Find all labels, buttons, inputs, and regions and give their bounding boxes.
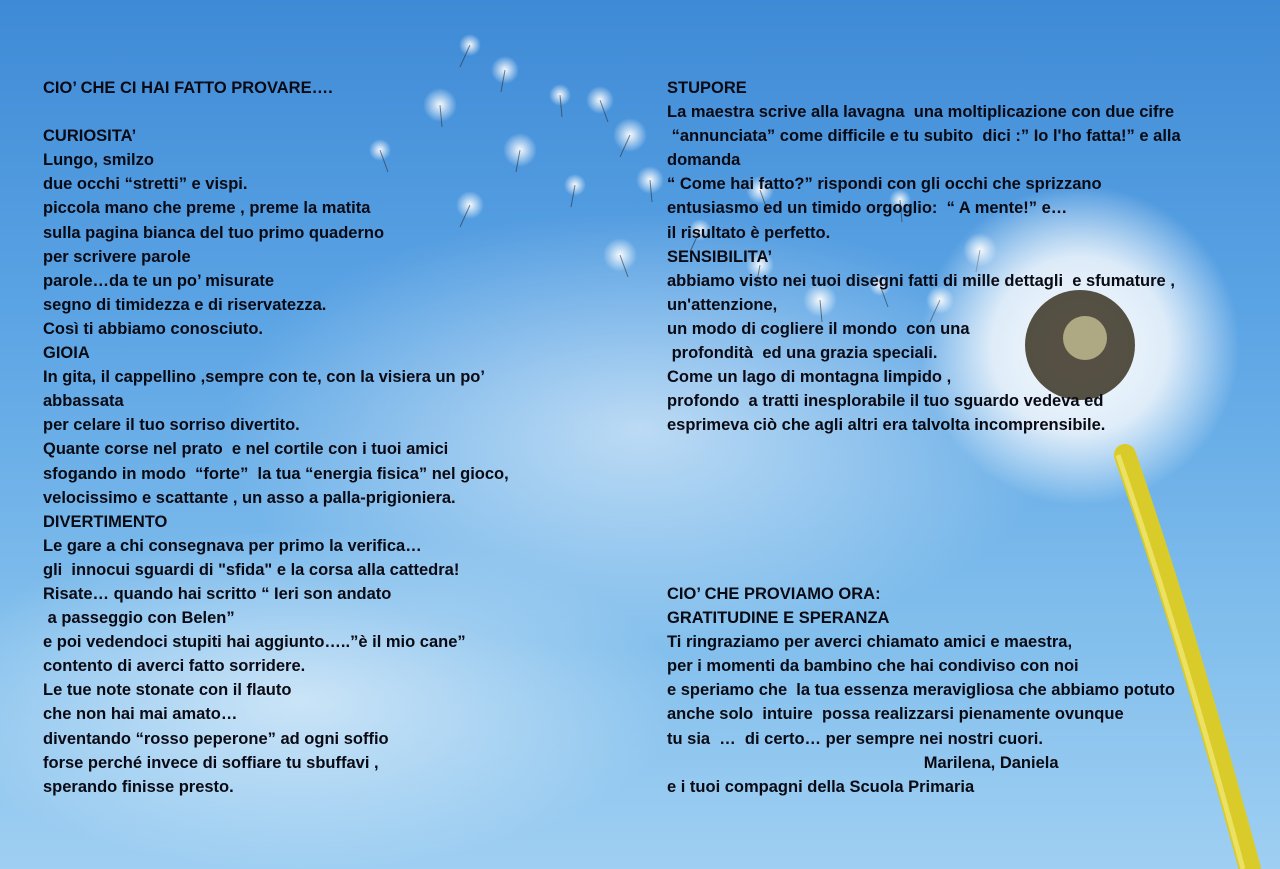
text-line: velocissimo e scattante , un asso a palla-prigioniera. (43, 488, 456, 507)
text-line: “annunciata” come difficile e tu subito dici :” Io l'ho fatta!” e alla (667, 127, 1181, 146)
text-line: anche solo intuire possa realizzarsi pienamente ovunque (667, 705, 1124, 724)
text-line: sperando finisse presto. (43, 777, 234, 796)
text-line: CIO’ CHE CI HAI FATTO PROVARE…. (43, 79, 333, 97)
text-line (43, 100, 623, 124)
text-line: diventando “rosso peperone” ad ogni soffio (43, 729, 389, 748)
text-line: il risultato è perfetto. (667, 223, 831, 242)
text-line: per i momenti da bambino che hai condiviso con noi (667, 657, 1079, 676)
text-line: Marilena, Daniela (667, 753, 1059, 772)
text-line: Come un lago di montagna limpido , (667, 368, 952, 387)
text-line: Le gare a chi consegnava per primo la verifica… (43, 536, 422, 555)
text-line: segno di timidezza e di riservatezza. (43, 295, 327, 314)
text-line: SENSIBILITA’ (667, 247, 773, 266)
text-line: Quante corse nel prato e nel cortile con i tuoi amici (43, 440, 449, 459)
text-line: Così ti abbiamo conosciuto. (43, 319, 264, 338)
text-line: CIO’ CHE PROVIAMO ORA: (667, 585, 881, 603)
text-line: e speriamo che la tua essenza meravigliosa che abbiamo potuto (667, 681, 1176, 700)
text-line: abbassata (43, 392, 124, 411)
text-line: Lungo, smilzo (43, 151, 154, 170)
text-line: In gita, il cappellino ,sempre con te, con la visiera un po’ (43, 368, 485, 387)
text-line: profondo a tratti inesplorabile il tuo sguardo vedeva ed (667, 392, 1104, 411)
left-text-column (43, 76, 623, 799)
text-line: due occhi “stretti” e vispi. (43, 175, 248, 194)
text-line: CURIOSITA’ (43, 127, 137, 146)
text-line: che non hai mai amato… (43, 705, 238, 724)
text-line: abbiamo visto nei tuoi disegni fatti di mille dettagli e sfumature , (667, 271, 1175, 290)
right-text-column-top (667, 76, 1267, 437)
text-line: Risate… quando hai scritto “ Ieri son andato (43, 584, 392, 603)
right-text-column-bottom (667, 582, 1267, 799)
text-line: entusiasmo ed un timido orgoglio: “ A mente!” e… (667, 199, 1068, 218)
text-line: per scrivere parole (43, 247, 191, 266)
text-line: e i tuoi compagni della Scuola Primaria (667, 777, 975, 796)
text-line: per celare il tuo sorriso divertito. (43, 416, 300, 435)
text-line: sfogando in modo “forte” la tua “energia fisica” nel gioco, (43, 464, 509, 483)
text-line: tu sia … di certo… per sempre nei nostri cuori. (667, 729, 1043, 748)
text-line: a passeggio con Belen” (43, 609, 235, 628)
text-line: La maestra scrive alla lavagna una moltiplicazione con due cifre (667, 103, 1175, 122)
text-line: un'attenzione, (667, 295, 778, 314)
text-line: STUPORE (667, 79, 747, 97)
text-line: un modo di cogliere il mondo con una (667, 319, 970, 338)
text-line: GIOIA (43, 344, 90, 363)
text-line: sulla pagina bianca del tuo primo quaderno (43, 223, 385, 242)
text-line: “ Come hai fatto?” rispondi con gli occhi che sprizzano (667, 175, 1102, 194)
text-line: GRATITUDINE E SPERANZA (667, 609, 890, 628)
text-line: esprimeva ciò che agli altri era talvolta incomprensibile. (667, 416, 1106, 435)
text-line: domanda (667, 151, 741, 170)
text-line: gli innocui sguardi di "sfida" e la corsa alla cattedra! (43, 560, 460, 579)
text-line: DIVERTIMENTO (43, 512, 168, 531)
text-line: e poi vedendoci stupiti hai aggiunto…..”è il mio cane” (43, 633, 466, 652)
text-line: contento di averci fatto sorridere. (43, 657, 306, 676)
text-line: profondità ed una grazia speciali. (667, 344, 938, 363)
text-line: Le tue note stonate con il flauto (43, 681, 292, 700)
text-line: piccola mano che preme , preme la matita (43, 199, 371, 218)
text-line: forse perché invece di soffiare tu sbuffavi , (43, 753, 379, 772)
text-line: Ti ringraziamo per averci chiamato amici e maestra, (667, 633, 1073, 652)
text-line: parole…da te un po’ misurate (43, 271, 275, 290)
